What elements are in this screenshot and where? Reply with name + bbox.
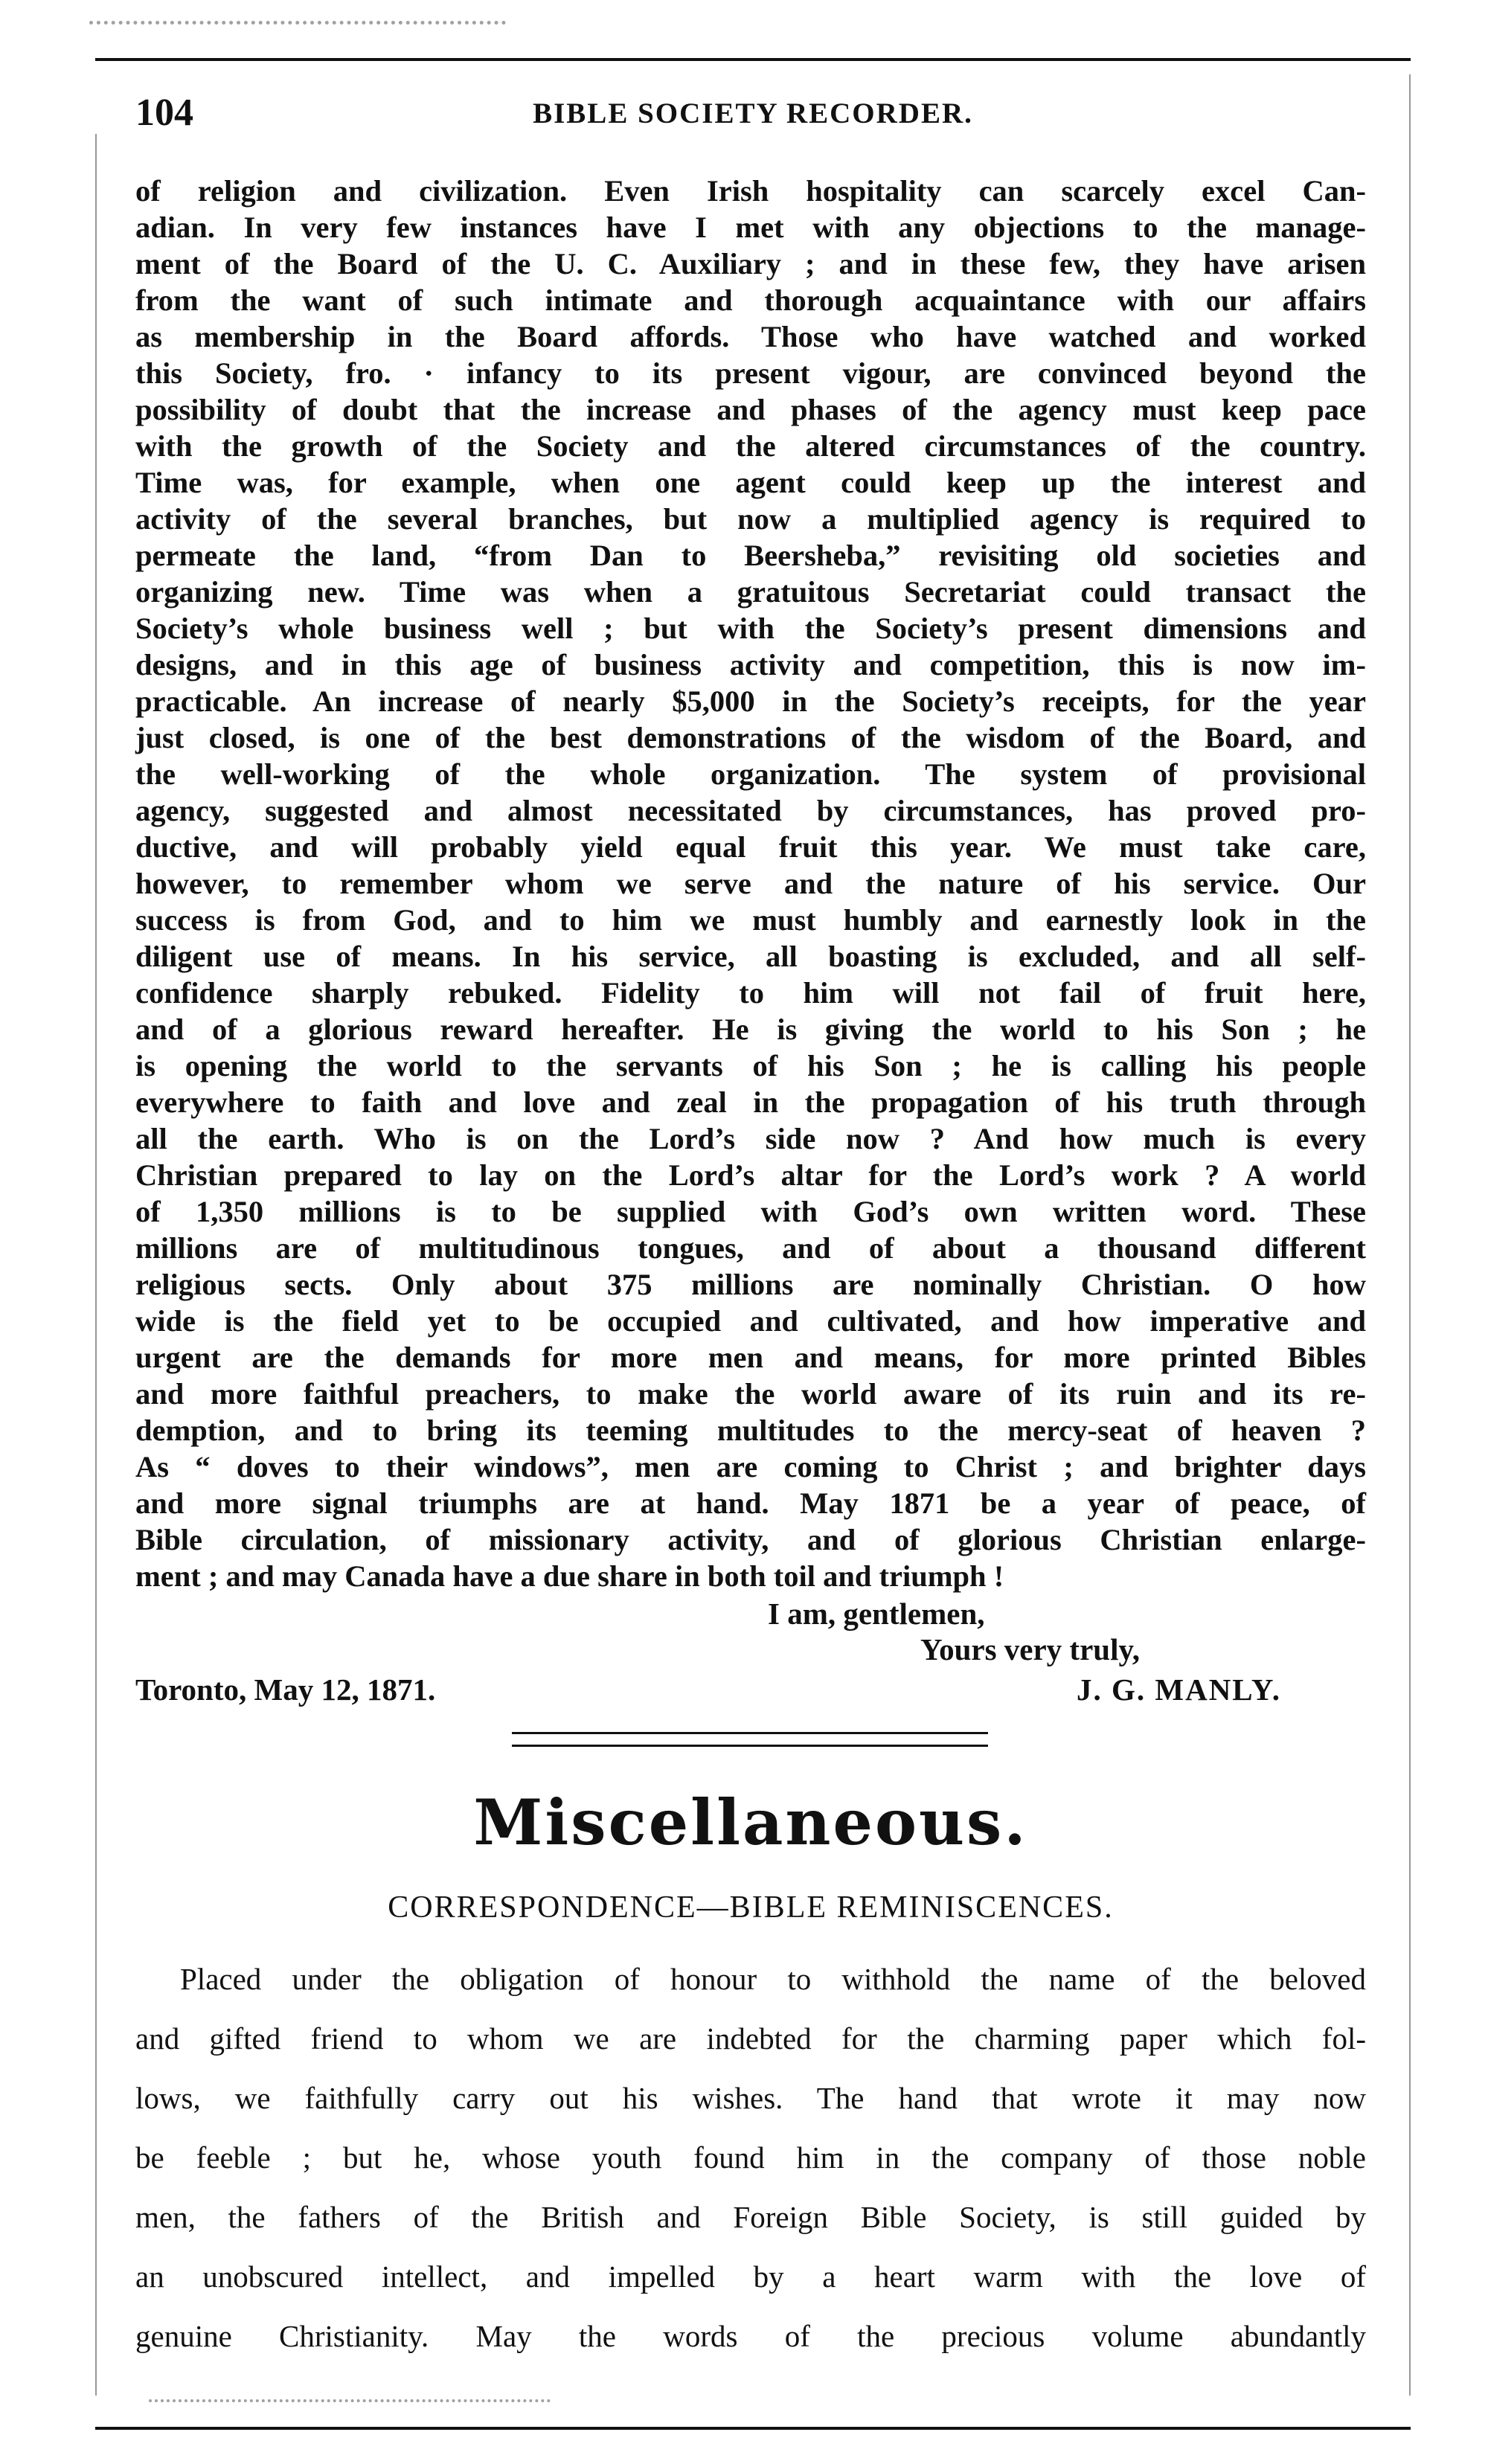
frame-edge-left <box>95 134 97 2396</box>
letter-line: possibility of doubt that the increase and phases of the agency must keep pace <box>135 393 1366 426</box>
section-title: Miscellaneous. <box>473 1786 1028 1859</box>
letter-line: Society’s whole business well ; but with the Society’s present dimensions and <box>135 612 1366 645</box>
letter-body <box>135 173 1366 1594</box>
article-title: CORRESPONDENCE—BIBLE REMINISCENCES. <box>388 1890 1114 1925</box>
letter-line: Bible circulation, of missionary activity, and of glorious Christian enlarge- <box>135 1523 1366 1556</box>
letter-line: is opening the world to the servants of his Son ; he is calling his people <box>135 1049 1366 1082</box>
page-header <box>135 91 1370 143</box>
letter-closing <box>135 1596 1366 1722</box>
intro-line: be feeble ; but he, whose youth found him in the company of those noble <box>135 2140 1366 2175</box>
letter-line: demption, and to bring its teeming multitudes to the mercy-seat of heaven ? <box>135 1414 1366 1447</box>
letter-line: just closed, is one of the best demonstrations of the wisdom of the Board, and <box>135 721 1366 754</box>
letter-line: As “ doves to their windows”, men are coming to Christ ; and brighter days <box>135 1450 1366 1483</box>
letter-line: confidence sharply rebuked. Fidelity to him will not fail of fruit here, <box>135 976 1366 1010</box>
letter-line: organizing new. Time was when a gratuitous Secretariat could transact the <box>135 575 1366 609</box>
page-number: 104 <box>135 92 193 134</box>
intro-line: an unobscured intellect, and impelled by a heart warm with the love of <box>135 2259 1366 2294</box>
letter-line: practicable. An increase of nearly $5,000 in the Society’s receipts, for the year <box>135 684 1366 718</box>
intro-line: Placed under the obligation of honour to withhold the name of the beloved <box>180 1962 1366 1996</box>
signature: J. G. MANLY. <box>1077 1672 1281 1707</box>
letter-line: Time was, for example, when one agent could keep up the interest and <box>135 466 1366 499</box>
letter-line: all the earth. Who is on the Lord’s side now ? And how much is every <box>135 1122 1366 1155</box>
letter-line: this Society, fro. · infancy to its present vigour, are convinced beyond the <box>135 356 1366 390</box>
letter-line: permeate the land, “from Dan to Beersheba,” revisiting old societies and <box>135 539 1366 572</box>
letter-line: success is from God, and to him we must humbly and earnestly look in the <box>135 903 1366 937</box>
letter-line: the well-working of the whole organization. The system of provisional <box>135 757 1366 791</box>
letter-line: adian. In very few instances have I met with any objections to the manage- <box>135 211 1366 244</box>
letter-line: activity of the several branches, but now a multiplied agency is required to <box>135 502 1366 536</box>
letter-line: ment ; and may Canada have a due share in both toil and triumph ! <box>135 1559 1004 1593</box>
intro-line: men, the fathers of the British and Foreign Bible Society, is still guided by <box>135 2200 1366 2234</box>
frame-edge-right <box>1409 74 1411 2396</box>
closing-valediction: Yours very truly, <box>920 1632 1140 1666</box>
letter-line: and more signal triumphs are at hand. May 1871 be a year of peace, of <box>135 1486 1366 1520</box>
letter-line: as membership in the Board affords. Those who have watched and worked <box>135 320 1366 353</box>
intro-line: lows, we faithfully carry out his wishes. The hand that wrote it may now <box>135 2081 1366 2115</box>
running-head: BIBLE SOCIETY RECORDER. <box>533 97 973 129</box>
letter-line: designs, and in this age of business activity and competition, this is now im- <box>135 648 1366 681</box>
letter-line: ductive, and will probably yield equal fruit this year. We must take care, <box>135 830 1366 864</box>
letter-line: everywhere to faith and love and zeal in the propagation of his truth through <box>135 1085 1366 1119</box>
letter-line: however, to remember whom we serve and the nature of his service. Our <box>135 867 1366 900</box>
letter-line: and more faithful preachers, to make the world aware of its ruin and its re- <box>135 1377 1366 1411</box>
place-and-date: Toronto, May 12, 1871. <box>135 1672 436 1707</box>
letter-line: wide is the field yet to be occupied and cultivated, and how imperative and <box>135 1304 1366 1338</box>
letter-line: Christian prepared to lay on the Lord’s altar for the Lord’s work ? A world <box>135 1158 1366 1192</box>
letter-line: urgent are the demands for more men and means, for more printed Bibles <box>135 1341 1366 1374</box>
letter-line: diligent use of means. In his service, all boasting is excluded, and all self- <box>135 940 1366 973</box>
intro-line: and gifted friend to whom we are indebted for the charming paper which fol- <box>135 2021 1366 2056</box>
letter-line: of 1,350 millions is to be supplied with God’s own written word. These <box>135 1195 1366 1228</box>
letter-line: ment of the Board of the U. C. Auxiliary ; and in these few, they have arisen <box>135 247 1366 280</box>
scan-artifact-dots <box>89 21 506 39</box>
letter-line: agency, suggested and almost necessitated by circumstances, has proved pro- <box>135 794 1366 827</box>
letter-line: millions are of multitudinous tongues, and of about a thousand different <box>135 1231 1366 1265</box>
letter-line: and of a glorious reward hereafter. He is giving the world to his Son ; he <box>135 1013 1366 1046</box>
letter-line: with the growth of the Society and the altered circumstances of the country. <box>135 429 1366 463</box>
section-divider <box>512 1732 988 1747</box>
article-intro <box>135 1949 1366 2366</box>
letter-line: religious sects. Only about 375 millions are nominally Christian. O how <box>135 1268 1366 1301</box>
scan-artifact-specks <box>149 2399 551 2410</box>
letter-line: of religion and civilization. Even Irish hospitality can scarcely excel Can- <box>135 174 1366 208</box>
intro-line: genuine Christianity. May the words of the precious volume abundantly <box>135 2319 1366 2353</box>
closing-salutation: I am, gentlemen, <box>768 1597 985 1631</box>
letter-line: from the want of such intimate and thorough acquaintance with our affairs <box>135 283 1366 317</box>
